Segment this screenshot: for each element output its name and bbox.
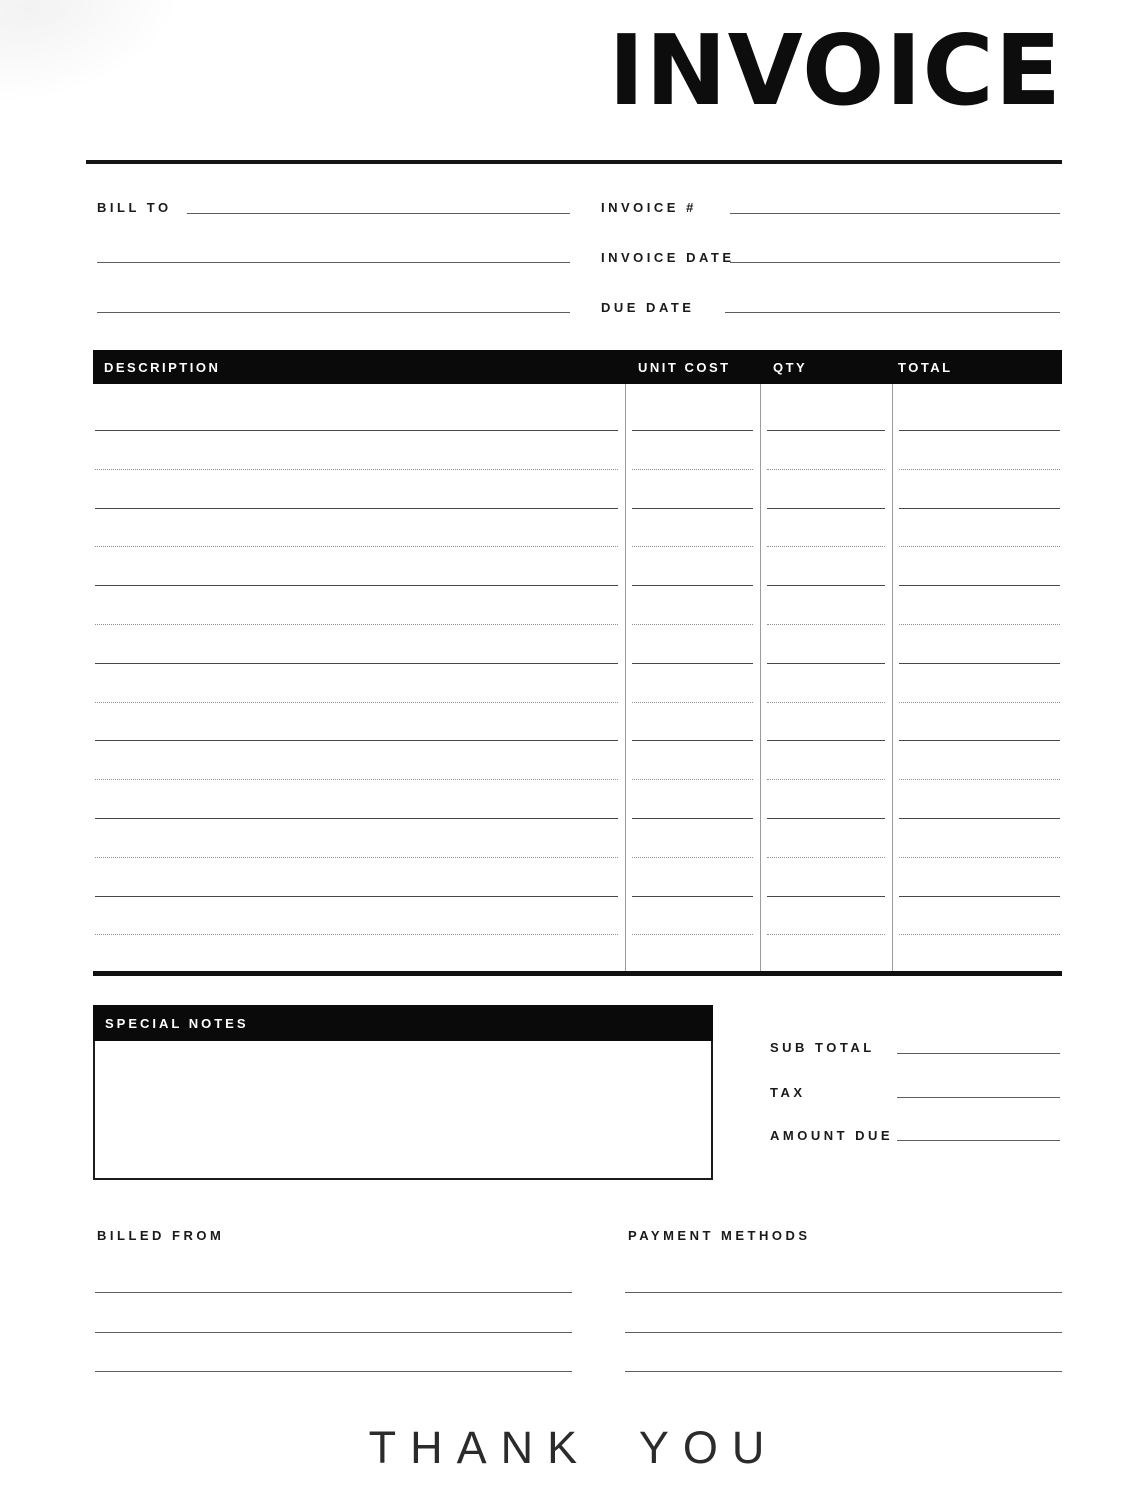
subtotal-input-line[interactable]	[897, 1053, 1060, 1054]
item-cell-line[interactable]	[767, 779, 885, 780]
item-cell-line[interactable]	[767, 546, 885, 547]
item-cell-line[interactable]	[767, 585, 885, 586]
item-cell-line[interactable]	[899, 857, 1060, 858]
item-cell-line[interactable]	[632, 702, 753, 703]
column-header-total: TOTAL	[898, 360, 953, 375]
item-cell-line[interactable]	[632, 469, 753, 470]
item-cell-line[interactable]	[899, 702, 1060, 703]
item-cell-line[interactable]	[95, 663, 618, 664]
item-cell-line[interactable]	[632, 508, 753, 509]
invoice-title: INVOICE	[608, 14, 1062, 127]
item-cell-line[interactable]	[95, 857, 618, 858]
item-cell-line[interactable]	[899, 896, 1060, 897]
item-cell-line[interactable]	[767, 740, 885, 741]
item-cell-line[interactable]	[767, 896, 885, 897]
item-cell-line[interactable]	[632, 740, 753, 741]
item-cell-line[interactable]	[632, 818, 753, 819]
payment-methods-input-line-1[interactable]	[625, 1292, 1062, 1293]
item-cell-line[interactable]	[899, 546, 1060, 547]
invoice-number-label: INVOICE #	[601, 200, 697, 215]
column-separator-3	[892, 384, 893, 971]
title-rule	[86, 160, 1062, 164]
tax-input-line[interactable]	[897, 1097, 1060, 1098]
invoice-date-input-line[interactable]	[730, 262, 1060, 263]
item-cell-line[interactable]	[767, 469, 885, 470]
bill-to-input-line-1[interactable]	[187, 213, 570, 214]
item-cell-line[interactable]	[767, 508, 885, 509]
item-cell-line[interactable]	[632, 857, 753, 858]
item-cell-line[interactable]	[632, 779, 753, 780]
item-cell-line[interactable]	[95, 934, 618, 935]
item-cell-line[interactable]	[95, 818, 618, 819]
item-cell-line[interactable]	[767, 702, 885, 703]
item-cell-line[interactable]	[899, 740, 1060, 741]
column-separator-2	[760, 384, 761, 971]
item-cell-line[interactable]	[767, 857, 885, 858]
thank-you-text: THANK YOU	[368, 1422, 779, 1473]
amount-due-label: AMOUNT DUE	[770, 1128, 894, 1143]
item-cell-line[interactable]	[95, 702, 618, 703]
invoice-number-input-line[interactable]	[730, 213, 1060, 214]
item-cell-line[interactable]	[95, 508, 618, 509]
table-bottom-rule	[93, 971, 1062, 976]
item-cell-line[interactable]	[899, 624, 1060, 625]
item-cell-line[interactable]	[95, 896, 618, 897]
column-header-unit-cost: UNIT COST	[638, 360, 731, 375]
item-cell-line[interactable]	[95, 779, 618, 780]
item-cell-line[interactable]	[95, 585, 618, 586]
item-cell-line[interactable]	[632, 663, 753, 664]
item-cell-line[interactable]	[899, 663, 1060, 664]
item-cell-line[interactable]	[95, 469, 618, 470]
item-cell-line[interactable]	[95, 430, 618, 431]
bill-to-input-line-2[interactable]	[97, 262, 570, 263]
due-date-input-line[interactable]	[725, 312, 1060, 313]
bill-to-label: BILL TO	[97, 200, 172, 215]
column-header-description: DESCRIPTION	[104, 360, 221, 375]
item-cell-line[interactable]	[95, 740, 618, 741]
item-cell-line[interactable]	[899, 585, 1060, 586]
item-cell-line[interactable]	[767, 934, 885, 935]
item-cell-line[interactable]	[767, 663, 885, 664]
billed-from-input-line-1[interactable]	[95, 1292, 572, 1293]
due-date-label: DUE DATE	[601, 300, 695, 315]
billed-from-input-line-2[interactable]	[95, 1332, 572, 1333]
item-cell-line[interactable]	[632, 624, 753, 625]
billed-from-input-line-3[interactable]	[95, 1371, 572, 1372]
scan-artifact	[0, 0, 201, 111]
special-notes-header	[93, 1005, 713, 1041]
payment-methods-input-line-2[interactable]	[625, 1332, 1062, 1333]
special-notes-box[interactable]	[93, 1005, 713, 1180]
item-cell-line[interactable]	[95, 624, 618, 625]
column-header-qty: QTY	[773, 360, 808, 375]
item-cell-line[interactable]	[767, 430, 885, 431]
item-cell-line[interactable]	[632, 546, 753, 547]
payment-methods-label: PAYMENT METHODS	[628, 1228, 811, 1243]
amount-due-input-line[interactable]	[897, 1140, 1060, 1141]
item-cell-line[interactable]	[632, 585, 753, 586]
tax-label: TAX	[770, 1085, 806, 1100]
item-cell-line[interactable]	[899, 508, 1060, 509]
item-cell-line[interactable]	[632, 896, 753, 897]
item-cell-line[interactable]	[632, 430, 753, 431]
item-cell-line[interactable]	[632, 934, 753, 935]
item-cell-line[interactable]	[899, 779, 1060, 780]
subtotal-label: SUB TOTAL	[770, 1040, 875, 1055]
invoice-date-label: INVOICE DATE	[601, 250, 735, 265]
items-table-header	[93, 350, 1062, 384]
payment-methods-input-line-3[interactable]	[625, 1371, 1062, 1372]
item-cell-line[interactable]	[899, 469, 1060, 470]
item-cell-line[interactable]	[899, 430, 1060, 431]
special-notes-label: SPECIAL NOTES	[105, 1016, 249, 1031]
item-cell-line[interactable]	[899, 934, 1060, 935]
billed-from-label: BILLED FROM	[97, 1228, 225, 1243]
item-cell-line[interactable]	[899, 818, 1060, 819]
item-cell-line[interactable]	[767, 624, 885, 625]
bill-to-input-line-3[interactable]	[97, 312, 570, 313]
column-separator-1	[625, 384, 626, 971]
item-cell-line[interactable]	[95, 546, 618, 547]
item-cell-line[interactable]	[767, 818, 885, 819]
